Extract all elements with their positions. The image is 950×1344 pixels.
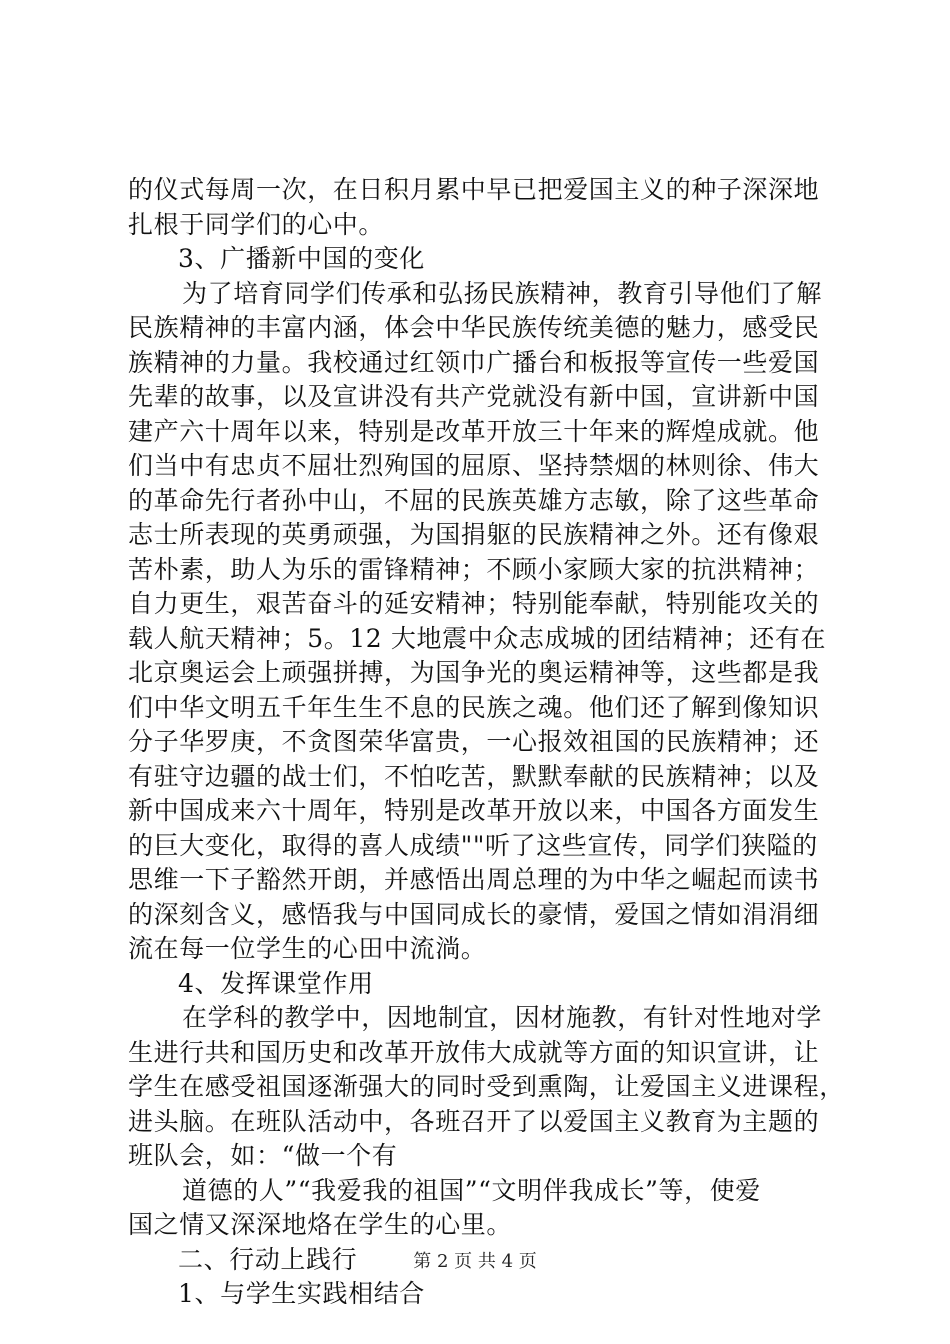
text-line: 进头脑。在班队活动中，各班召开了以爱国主义教育为主题的 bbox=[128, 1106, 820, 1136]
text-line: 的仪式每周一次，在日积月累中早已把爱国主义的种子深深地 bbox=[128, 175, 820, 204]
text-line: 苦朴素，助人为乐的雷锋精神；不顾小家顾大家的抗洪精神； bbox=[128, 554, 820, 584]
text-line: 们中华文明五千年生生不息的民族之魂。他们还了解到像知识 bbox=[128, 692, 820, 722]
text-line: 1、与学生实践相结合 bbox=[178, 1279, 425, 1308]
text-line: 分子华罗庚，不贪图荣华富贵，一心报效祖国的民族精神；还 bbox=[128, 727, 820, 756]
text-line: 有驻守边疆的战士们，不怕吃苦，默默奉献的民族精神；以及 bbox=[128, 761, 820, 791]
text-line: 北京奥运会上顽强拼搏，为国争光的奥运精神等，这些都是我 bbox=[128, 658, 820, 687]
text-line: 思维一下子豁然开朗，并感悟出周总理的为中华之崛起而读书 bbox=[128, 865, 820, 894]
text-line: 新中国成来六十周年，特别是改革开放以来，中国各方面发生 bbox=[128, 796, 820, 825]
text-line: 生进行共和国历史和改革开放伟大成就等方面的知识宣讲，让 bbox=[128, 1037, 820, 1067]
text-line: 在学科的教学中，因地制宜，因材施教，有针对性地对学 bbox=[182, 1003, 823, 1032]
text-line: 民族精神的丰富内涵，体会中华民族传统美德的魅力，感受民 bbox=[128, 313, 820, 342]
text-line: 的巨大变化，取得的喜人成绩""听了这些宣传，同学们狭隘的 bbox=[128, 830, 818, 860]
text-line: 自力更生，艰苦奋斗的延安精神；特别能奉献，特别能攻关的 bbox=[128, 589, 820, 618]
text-line: 族精神的力量。我校通过红领巾广播台和板报等宣传一些爱国 bbox=[128, 347, 820, 377]
text-line: 为了培育同学们传承和弘扬民族精神，教育引导他们了解 bbox=[182, 278, 823, 308]
text-line: 载人航天精神；5。12 大地震中众志成城的团结精神；还有在 bbox=[128, 623, 827, 653]
text-line: 国之情又深深地烙在学生的心里。 bbox=[128, 1210, 513, 1239]
text-line: 流在每一位学生的心田中流淌。 bbox=[128, 934, 487, 963]
text-line: 学生在感受祖国逐渐强大的同时受到熏陶，让爱国主义进课程， bbox=[128, 1072, 845, 1101]
text-line: 道德的人”“我爱我的祖国”“文明伴我成长”等，使爱 bbox=[182, 1175, 761, 1205]
text-line: 扎根于同学们的心中。 bbox=[128, 209, 385, 239]
document-body bbox=[128, 173, 845, 1312]
text-line: 二、行动上践行 bbox=[178, 1244, 358, 1274]
text-line: 志士所表现的英勇顽强，为国捐躯的民族精神之外。还有像艰 bbox=[128, 520, 820, 549]
text-line: 建产六十周年以来，特别是改革开放三十年来的辉煌成就。他 bbox=[128, 416, 820, 446]
page-footer: 第 2 页 共 4 页 bbox=[413, 1251, 537, 1272]
text-line: 的革命先行者孙中山，不屈的民族英雄方志敏，除了这些革命 bbox=[128, 485, 820, 515]
text-line: 4、发挥课堂作用 bbox=[178, 968, 374, 998]
text-line: 班队会，如：“做一个有 bbox=[128, 1141, 398, 1170]
text-line: 的深刻含义，感悟我与中国同成长的豪情，爱国之情如涓涓细 bbox=[128, 899, 820, 929]
text-line: 们当中有忠贞不屈壮烈殉国的屈原、坚持禁烟的林则徐、伟大 bbox=[128, 451, 820, 480]
text-line: 先辈的故事，以及宣讲没有共产党就没有新中国，宣讲新中国 bbox=[128, 382, 820, 411]
text-line: 3、广播新中国的变化 bbox=[178, 244, 425, 273]
